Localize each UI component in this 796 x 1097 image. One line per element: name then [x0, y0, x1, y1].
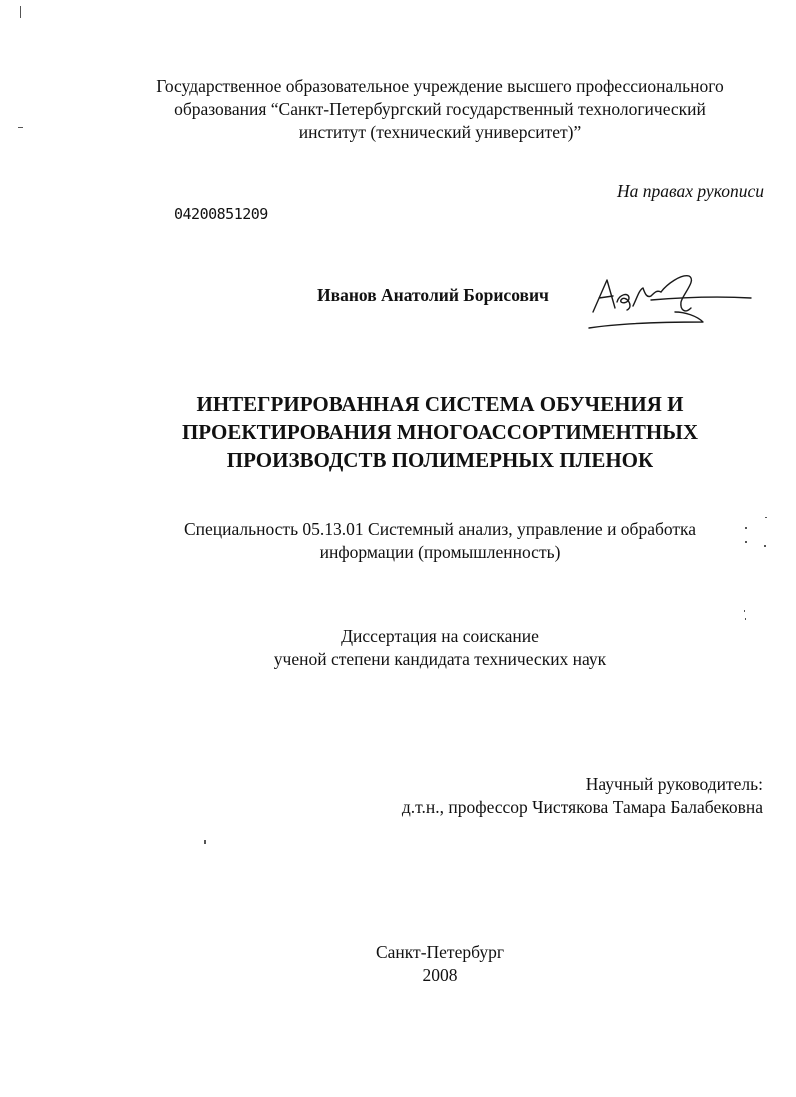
thesis-title	[130, 390, 750, 474]
specialty-line: Специальность 05.13.01 Системный анализ, управление и обработка	[183, 519, 697, 539]
place-and-year	[130, 941, 750, 987]
supervisor-label: Научный руководитель:	[585, 774, 763, 794]
scan-speck	[765, 517, 767, 518]
title-line: ПРОИЗВОДСТВ ПОЛИМЕРНЫХ ПЛЕНОК	[226, 448, 654, 472]
scan-speck	[204, 840, 206, 844]
scan-speck	[18, 127, 23, 128]
supervisor-block	[402, 773, 763, 819]
title-line: ПРОЕКТИРОВАНИЯ МНОГОАССОРТИМЕНТНЫХ	[181, 420, 699, 444]
institution-line: образования “Санкт-Петербургский государственный технологический	[174, 99, 706, 119]
specialty	[130, 518, 750, 564]
manuscript-note: На правах рукописи	[617, 181, 764, 201]
scan-speck	[744, 610, 745, 612]
degree-line: ученой степени кандидата технических наук	[273, 649, 607, 669]
scan-speck	[20, 6, 21, 18]
institution-line: Государственное образовательное учреждение высшего профессионального	[156, 76, 724, 96]
institution-line: институт (технический университет)”	[298, 122, 582, 142]
year: 2008	[422, 965, 458, 985]
title-line: ИНТЕГРИРОВАННАЯ СИСТЕМА ОБУЧЕНИЯ И	[196, 392, 684, 416]
institution-header	[90, 75, 790, 144]
scan-speck	[745, 618, 746, 620]
degree-statement	[130, 625, 750, 671]
document-number: 04200851209	[174, 205, 268, 223]
city: Санкт-Петербург	[375, 942, 505, 962]
degree-line: Диссертация на соискание	[341, 626, 539, 646]
supervisor-name: д.т.н., профессор Чистякова Тамара Балабековна	[401, 797, 763, 817]
signature-image	[585, 272, 755, 334]
scan-speck	[764, 545, 766, 547]
author-name: Иванов Анатолий Борисович	[317, 285, 549, 305]
specialty-line: информации (промышленность)	[319, 542, 561, 562]
